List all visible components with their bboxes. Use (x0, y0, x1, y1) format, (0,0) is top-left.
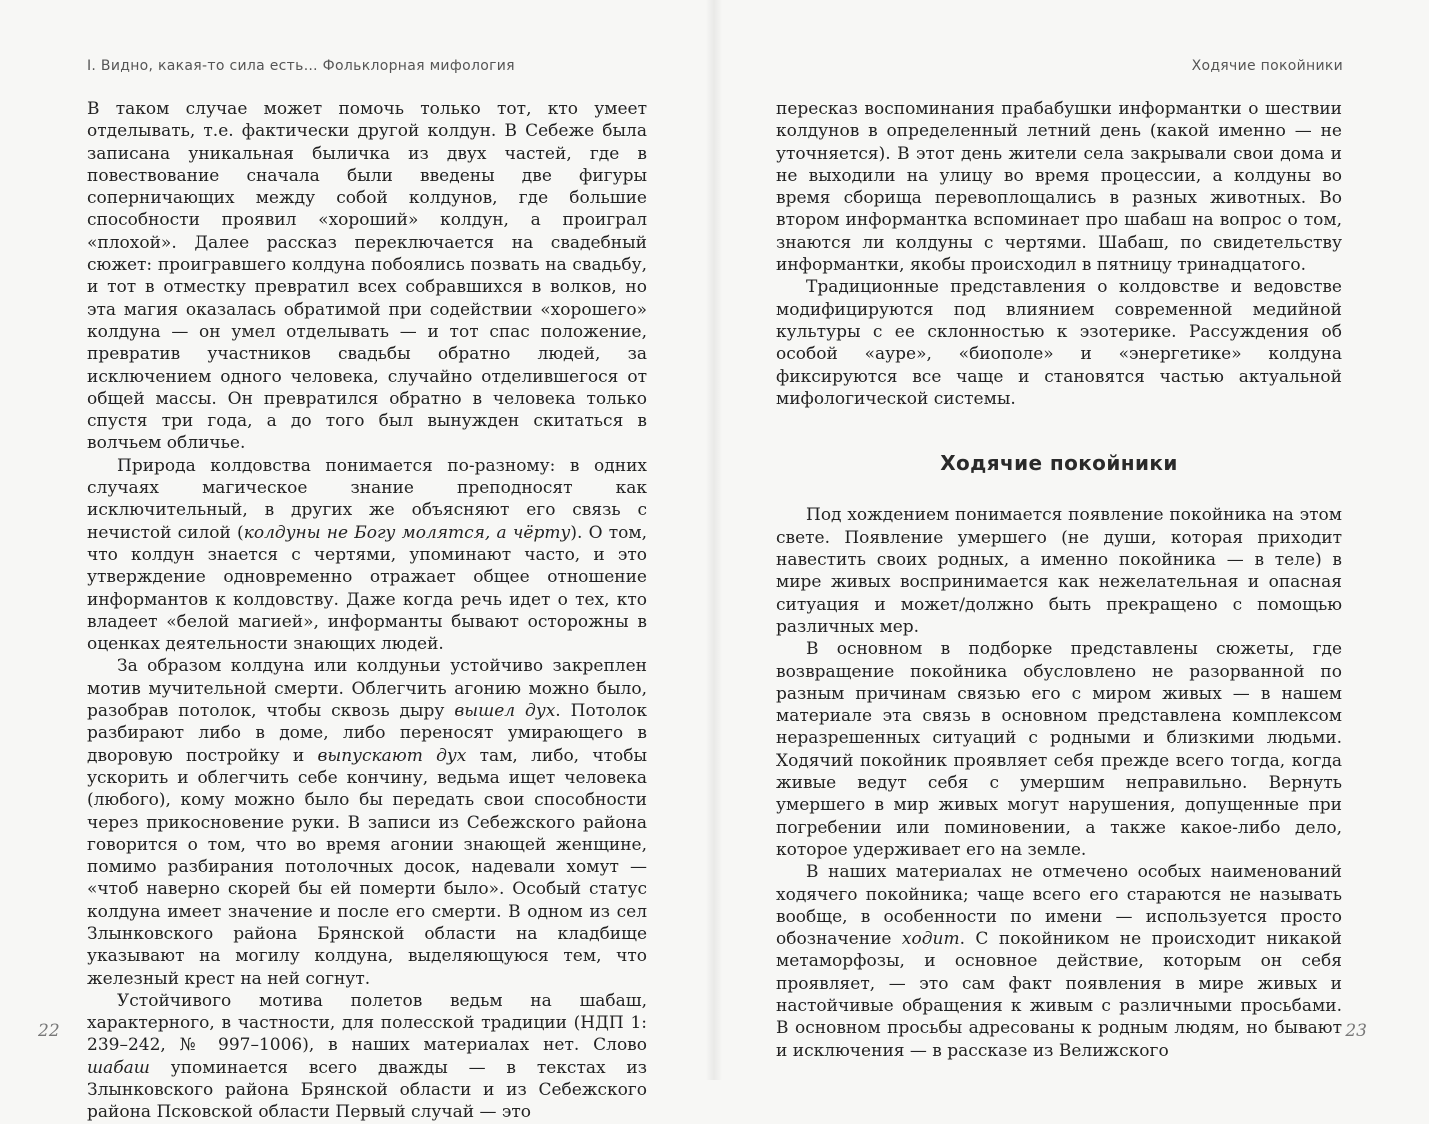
right-page-text (776, 98, 1342, 1062)
paragraph (776, 276, 1342, 410)
right-page (714, 0, 1429, 1080)
italic-run: шабаш (87, 1057, 150, 1078)
paragraph (776, 504, 1342, 638)
text-run: В основном в подборке представлены сюжеты, где возвращение покойника обусловлено не разорванной по разным причинам связью его с миром живых — в нашем материале эта связь в основном представлена комплексом неразрешенных ситуаций с родными и близкими людьми. Ходячий покойник проявляет себя прежде всего тогда, когда живые ведут себя с умершим неправильно. Вернуть умершего в мир живых могут нарушения, допущенные при погребении или поминовении, а также какое-либо дело, которое удерживает его на земле. (776, 639, 1342, 860)
left-page (0, 0, 714, 1123)
paragraph (87, 455, 647, 656)
left-page-text (87, 98, 647, 1124)
running-head-left: I. Видно, какая-то сила есть… Фольклорная мифология (87, 58, 515, 74)
text-run: . Потолок разбирают либо в доме, либо переносят умирающего в дворовую постройку и (87, 701, 647, 766)
paragraph (776, 98, 1342, 276)
italic-run: ходит (901, 929, 960, 950)
text-run: В таком случае может помочь только тот, кто умеет отделывать, т.е. фактически другой колдун. В Себеже была записана уникальная быличка из двух частей, где в повествование сначала были введены две фигуры соперничающих между собой колдунов, где большие способности проявил «хороший» колдун, а проиграл «плохой». Далее рассказ переключается на свадебный сюжет: проигравшего колдуна побоялись позвать на свадьбу, и тот в отместку превратил всех собравшихся в волков, но эта магия оказалась обратимой при содействии «хорошего» колдуна — он умел отделывать — и тот спас положение, превратив участников свадьбы обратно людей, за исключением одного человека, случайно отделившегося от общей массы. Он превратился обратно в человека только спустя три года, а до того был вынужден скитаться в волчьем обличье. (87, 99, 647, 454)
text-run: Устойчивого мотива полетов ведьм на шабаш, характерного, в частности, для полесской традиции (НДП 1: 239–242, № 997–1006), в наших материалах нет. Слово (87, 990, 647, 1056)
text-run: ). О том, что колдун знается с чертями, упоминают часто, и это утверждение одновременно отражает общее отношение информантов к колдовству. Даже когда речь идет о тех, кто владеет «белой магией», информанты бывают осторожны в оценках деятельности знающих людей. (87, 522, 647, 655)
paragraph (776, 861, 1342, 1062)
text-run: За образом колдуна или колдуньи устойчиво закреплен мотив мучительной смерти. Облегчить агонию можно было, разобрав потолок, чтобы сквозь дыру (87, 656, 647, 722)
text-run: Под хождением понимается появление покойника на этом свете. Появление умершего (не души, которая приходит навестить своих родных, а именно покойника — в теле) в мире живых воспринимается как нежелательная и опасная ситуация и может/должно быть прекращено с помощью различных мер. (776, 505, 1342, 637)
paragraph (776, 638, 1342, 861)
text-run: В наших материалах не отмечено особых наименований ходячего покойника; чаще всего его стараются не называть вообще, в особенности по имени — используется просто обозначение (776, 862, 1342, 950)
paragraph (87, 655, 647, 989)
text-run: пересказ воспоминания прабабушки информантки о шествии колдунов в определенный летний день (какой именно — не уточняется). В этот день жители села закрывали свои дома и не выходили на улицу во время процессии, а колдуны во время сборища перевоплощались в разных животных. Во втором информантка вспоминает про шабаш на вопрос о том, знаются ли колдуны с чертями. Шабаш, по свидетельству информантки, якобы происходил в пятницу тринадцатого. (776, 99, 1342, 276)
section-title: Ходячие покойники (940, 451, 1178, 476)
text-run: . С покойником не происходит никакой метаморфозы, и основное действие, которым он себя проявляет, — это сам факт появления в мире живых и настойчивые обращения к живым с различными просьбами. В основном просьбы адресованы к родным людям, но бывают и исключения — в рассказе из Велижского (776, 929, 1342, 1061)
paragraph (87, 990, 647, 1124)
text-run: Традиционные представления о колдовстве и ведовстве модифицируются под влиянием современной медийной культуры с ее склонностью к эзотерике. Рассуждения об особой «ауре», «биополе» и «энергетике» колдуна фиксируются все чаще и становятся частью актуальной мифологической системы. (776, 277, 1342, 409)
text-run: Природа колдовства понимается по-разному: в одних случаях магическое знание преподносят как исключительный, в других же объясняют его связь с нечистой силой ( (87, 455, 647, 543)
text-run: упоминается всего дважды — в текстах из Злынковского района Брянской области и из Себежского района Псковской области Первый случай — это (87, 1057, 647, 1123)
italic-run: выпускают дух (317, 745, 467, 766)
italic-run: колдуны не Богу молятся, а чёрту (243, 522, 571, 543)
text-run: там, либо, чтобы ускорить и облегчить себе кончину, ведьма ищет человека (любого), кому можно было бы передать свои способности через прикосновение руки. В записи из Себежского района говорится о том, что во время агонии знающей женщине, помимо разбирания потолочных досок, надевали хомут — «чтоб наверно скорей бы ей померти было». Особый статус колдуна имеет значение и после его смерти. В одном из сел Злынковского района Брянской области на кладбище указывают на могилу колдуна, выделяющуюся тем, что железный крест на ней согнут. (87, 745, 647, 989)
page-number-right: 23 (1345, 1021, 1367, 1041)
paragraph (87, 98, 647, 455)
italic-run: вышел дух (454, 701, 556, 722)
page-number-left: 22 (38, 1021, 60, 1041)
running-head-right: Ходячие покойники (1191, 58, 1343, 74)
